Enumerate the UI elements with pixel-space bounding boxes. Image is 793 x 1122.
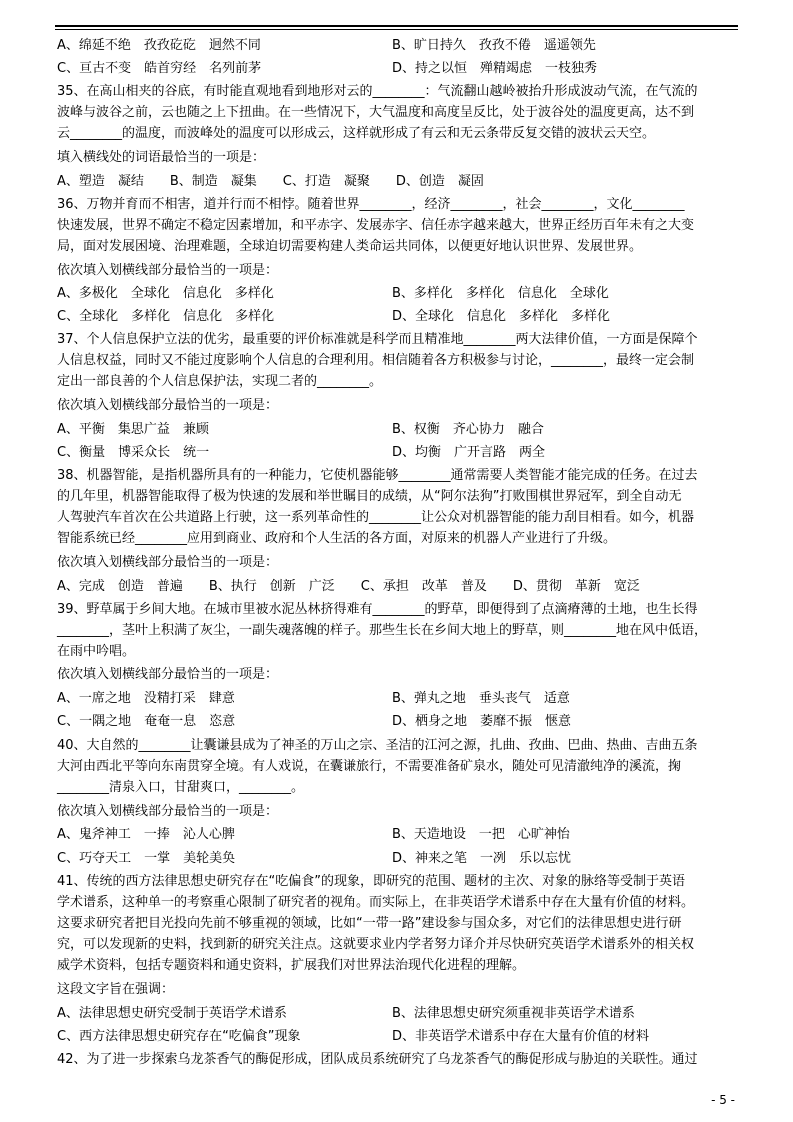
question-40-text: 大河由西北平等向东南贯穿全境。有人戏说，在囊谦旅行，不需要准备矿泉水，随处可见清澈纯净的溪流，掬 <box>57 759 682 774</box>
question-41-text: 41、传统的西方法律思想史研究存在“吃偏食”的现象，即研究的范围、题材的主次、对象的脉络等受制于英语 <box>57 874 686 889</box>
question-35-text: 波峰与波谷之前，云也随之上下扭曲。在一些情况下，大气温度和高度呈反比，处于波谷处的温度更高，达不到 <box>57 105 695 120</box>
option-line: D、均衡 广开言路 两全 <box>392 445 546 460</box>
option-line: B、权衡 齐心协力 融合 <box>392 422 544 437</box>
option-line: D、神来之笔 一冽 乐以忘忧 <box>392 851 572 866</box>
question-41-text: 这要求研究者把目光投向先前不够重视的领域，比如“一带一路”建设参与国众多，对它们的法律思想史进行研 <box>57 916 682 931</box>
option-line: B、法律思想史研究须重视非英语学术谱系 <box>392 1006 635 1021</box>
option-line: B、天造地设 一把 心旷神怡 <box>392 827 570 842</box>
question-35-text: 35、在高山相夹的谷底，有时能直观地看到地形对云的________：气流翻山越岭被抬升形成波动气流，在气流的 <box>57 84 698 99</box>
question-38-text: 的几年里，机器智能取得了极为快速的发展和举世瞩目的成绩，从“阿尔法狗”打败围棋世界冠军，到全自动无 <box>57 489 682 504</box>
question-36-text: 局，面对发展困境、治理难题，全球迫切需要构建人类命运共同体，以便更好地认识世界、发展世界。 <box>57 239 643 254</box>
question-40-text: ________清泉入口，甘甜爽口，________。 <box>57 780 305 795</box>
question-37-text: 人信息权益，同时又不能过度影响个人信息的合理利用。相信随着各方积极参与讨论，________，最终一定会制 <box>57 353 695 368</box>
option-line: C、全球化 多样化 信息化 多样化 <box>57 309 275 324</box>
option-line: B、旷日持久 孜孜不倦 遥遥领先 <box>392 38 596 53</box>
option-line: A、鬼斧神工 一捧 沁人心脾 <box>57 827 235 842</box>
question-prompt: 依次填入划横线部分最恰当的一项是： <box>57 804 279 819</box>
option-line: D、全球化 信息化 多样化 多样化 <box>392 309 611 324</box>
page-number: - 5 - <box>711 1093 735 1107</box>
question-41-text: 威学术资料，包括专题资料和通史资料，扩展我们对世界法治现代化进程的理解。 <box>57 958 526 973</box>
question-38-text: 人驾驶汽车首次在公共道路上行驶，这一系列革命性的________让公众对机器智能的能力刮目相看。如今，机器 <box>57 510 695 525</box>
question-prompt: 依次填入划横线部分最恰当的一项是： <box>57 555 279 570</box>
question-prompt: 依次填入划横线部分最恰当的一项是： <box>57 398 279 413</box>
option-line: A、平衡 集思广益 兼顾 <box>57 422 209 437</box>
question-40-text: 40、大自然的________让囊谦县成为了神圣的万山之宗、圣洁的江河之源，扎曲、孜曲、巴曲、热曲、吉曲五条 <box>57 738 698 753</box>
question-39-text: ________，茎叶上积满了灰尘，一副失魂落魄的样子。那些生长在乡间大地上的野草，则________地在风中低语， <box>57 623 708 638</box>
option-line: A、塑造 凝结 B、制造 凝集 C、打造 凝聚 D、创造 凝固 <box>57 174 484 189</box>
question-prompt: 依次填入划横线部分最恰当的一项是： <box>57 667 279 682</box>
option-line: B、弹丸之地 垂头丧气 适意 <box>392 691 570 706</box>
question-36-text: 快速发展，世界不确定不稳定因素增加，和平赤字、发展赤字、信任赤字越来越大，世界正经历百年未有之大变 <box>57 218 695 233</box>
header-rule-thick <box>55 25 738 27</box>
option-line: A、绵延不绝 孜孜矻矻 迥然不同 <box>57 38 261 53</box>
question-35-text: 云________的温度，而波峰处的温度可以形成云，这样就形成了有云和无云条带反复交错的波状云天空。 <box>57 126 656 141</box>
option-line: C、亘古不变 皓首穷经 名列前茅 <box>57 61 262 76</box>
option-line: C、一隅之地 奄奄一息 恣意 <box>57 714 236 729</box>
question-37-text: 37、个人信息保护立法的优劣，最重要的评价标准就是科学而且精准地________两大法律价值，一方面是保障个 <box>57 332 698 347</box>
question-prompt: 依次填入划横线部分最恰当的一项是： <box>57 263 279 278</box>
question-prompt: 这段文字旨在强调： <box>57 982 175 997</box>
question-39-text: 在雨中吟唱。 <box>57 644 136 659</box>
option-line: B、多样化 多样化 信息化 全球化 <box>392 286 609 301</box>
header-rule-thin <box>55 29 738 30</box>
question-39-text: 39、野草属于乡间大地。在城市里被水泥丛林挤得难有________的野草，即便得到了点滴瘠薄的土地，也生长得 <box>57 602 698 617</box>
option-line: A、多极化 全球化 信息化 多样化 <box>57 286 274 301</box>
question-36-text: 36、万物并育而不相害，道并行而不相悖。随着世界________，经济________，社会________，文化________ <box>57 197 685 212</box>
option-line: A、一席之地 没精打采 肆意 <box>57 691 235 706</box>
question-41-text: 学术谱系，这种单一的考察重心限制了研究者的视角。而实际上，在非英语学术谱系中存在大量有价值的材料。 <box>57 895 695 910</box>
question-prompt: 填入横线处的词语最恰当的一项是： <box>57 150 266 165</box>
question-42-text: 42、为了进一步探索乌龙茶香气的酶促形成，团队成员系统研究了乌龙茶香气的酶促形成与胁迫的关联性。通过 <box>57 1052 698 1067</box>
option-line: D、持之以恒 殚精竭虑 一枝独秀 <box>392 61 598 76</box>
option-line: C、衡量 博采众长 统一 <box>57 445 210 460</box>
question-41-text: 究，可以发现新的史料，找到新的研究关注点。这就要求业内学者努力译介并尽快研究英语学术谱系外的相关权 <box>57 937 695 952</box>
option-line: D、栖身之地 萎靡不振 惬意 <box>392 714 572 729</box>
option-line: A、法律思想史研究受制于英语学术谱系 <box>57 1006 287 1021</box>
option-line: D、非英语学术谱系中存在大量有价值的材料 <box>392 1029 650 1044</box>
option-line: C、西方法律思想史研究存在“吃偏食”现象 <box>57 1029 301 1044</box>
question-38-text: 智能系统已经________应用到商业、政府和个人生活的各方面，对原来的机器人产业进行了升级。 <box>57 531 617 546</box>
question-38-text: 38、机器智能，是指机器所具有的一种能力，它使机器能够________通常需要人类智能才能完成的任务。在过去 <box>57 468 698 483</box>
option-line: C、巧夺天工 一掌 美轮美奂 <box>57 851 236 866</box>
question-37-text: 定出一部良善的个人信息保护法，实现二者的________。 <box>57 374 383 389</box>
option-line: A、完成 创造 普遍 B、执行 创新 广泛 C、承担 改革 普及 D、贯彻 革新 宽泛 <box>57 579 640 594</box>
